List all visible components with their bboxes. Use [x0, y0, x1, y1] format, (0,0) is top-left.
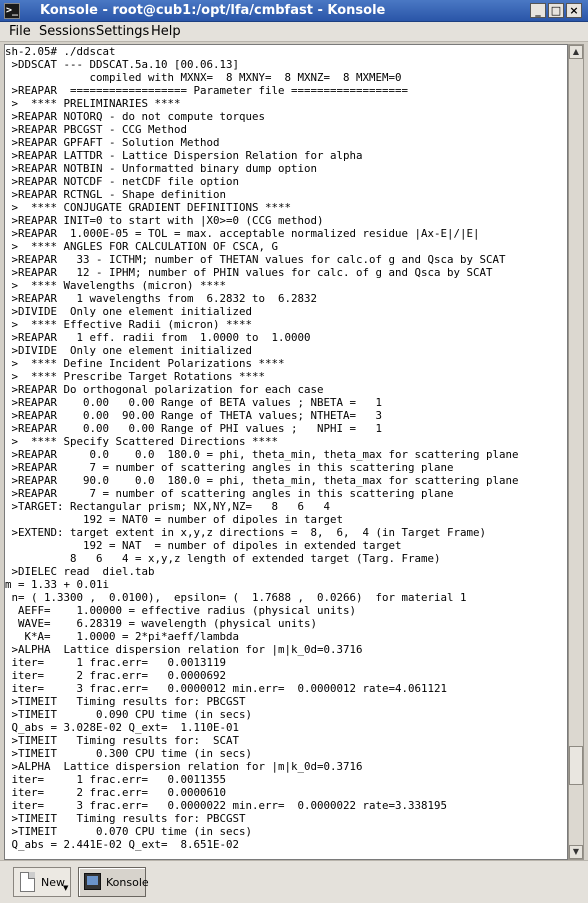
terminal-lines [5, 45, 567, 851]
terminal-line: > **** Effective Radii (micron) **** [5, 318, 253, 331]
terminal-line: iter= 1 frac.err= 0.0011355 [5, 773, 227, 786]
konsole-app-icon[interactable]: >_ [4, 3, 20, 19]
menu-bar [0, 22, 588, 42]
terminal-line: >REAPAR 0.00 90.00 Range of THETA values; NTHETA= 3 [5, 409, 383, 422]
terminal-line: n= ( 1.3300 , 0.0100), epsilon= ( 1.7688 , 0.0266) for material 1 [5, 591, 467, 604]
terminal-line: >TIMEIT Timing results for: PBCGST [5, 695, 246, 708]
terminal-line: >REAPAR 7 = number of scattering angles in this scattering plane [5, 487, 454, 500]
tab-label: Konsole [106, 876, 149, 889]
terminal-line: >ALPHA Lattice dispersion relation for |m|k_0d=0.3716 [5, 643, 363, 656]
terminal-line: >DIVIDE Only one element initialized [5, 305, 253, 318]
terminal-line: iter= 3 frac.err= 0.0000022 min.err= 0.0000022 rate=3.338195 [5, 799, 448, 812]
new-session-label: New [41, 876, 65, 889]
terminal-line: 192 = NAT = number of dipoles in extended target [5, 539, 402, 552]
new-document-icon [20, 872, 35, 892]
terminal-line: >REAPAR 0.00 0.00 Range of BETA values ; NBETA = 1 [5, 396, 383, 409]
terminal-line: >TIMEIT 0.300 CPU time (in secs) [5, 747, 253, 760]
terminal-line: > **** Wavelengths (micron) **** [5, 279, 227, 292]
terminal-line: iter= 1 frac.err= 0.0013119 [5, 656, 227, 669]
terminal-line: iter= 3 frac.err= 0.0000012 min.err= 0.0000012 rate=4.061121 [5, 682, 448, 695]
terminal-line: K*A= 1.0000 = 2*pi*aeff/lambda [5, 630, 240, 643]
terminal-line: >REAPAR PBCGST - CCG Method [5, 123, 188, 136]
terminal-line: > **** PRELIMINARIES **** [5, 97, 181, 110]
terminal-line: > **** ANGLES FOR CALCULATION OF CSCA, G [5, 240, 279, 253]
terminal-line: >DIELEC read diel.tab [5, 565, 155, 578]
terminal-line: >DDSCAT --- DDSCAT.5a.10 [00.06.13] [5, 58, 240, 71]
terminal-line: >TIMEIT 0.070 CPU time (in secs) [5, 825, 253, 838]
scroll-down-button[interactable]: ▼ [569, 845, 583, 859]
terminal-scrollbar[interactable] [568, 44, 584, 860]
terminal-line: >REAPAR INIT=0 to start with |X0>=0 (CCG method) [5, 214, 324, 227]
close-button[interactable]: × [566, 3, 582, 18]
terminal-icon [84, 873, 101, 890]
terminal-line: >TIMEIT Timing results for: PBCGST [5, 812, 246, 825]
window-title: Konsole - root@cub1:/opt/lfa/cmbfast - Konsole [40, 3, 386, 18]
terminal-line: m = 1.33 + 0.01i [5, 578, 110, 591]
terminal-line: >TIMEIT 0.090 CPU time (in secs) [5, 708, 253, 721]
terminal-line: >REAPAR NOTORQ - do not compute torques [5, 110, 266, 123]
terminal-line: >REAPAR ================== Parameter file ================== [5, 84, 409, 97]
minimize-button[interactable]: _ [530, 3, 546, 18]
terminal-line: > **** Specify Scattered Directions **** [5, 435, 279, 448]
terminal-line: AEFF= 1.00000 = effective radius (physical units) [5, 604, 357, 617]
terminal-line: iter= 2 frac.err= 0.0000692 [5, 669, 227, 682]
menu-settings[interactable]: Settings [96, 24, 150, 39]
terminal-line: >REAPAR LATTDR - Lattice Dispersion Relation for alpha [5, 149, 363, 162]
terminal-line: >REAPAR 7 = number of scattering angles in this scattering plane [5, 461, 454, 474]
terminal-line: >TARGET: Rectangular prism; NX,NY,NZ= 8 6 4 [5, 500, 331, 513]
tab-konsole[interactable] [78, 867, 149, 897]
terminal-output[interactable] [4, 44, 568, 860]
session-tab-bar [0, 860, 588, 903]
terminal-line: >REAPAR 33 - ICTHM; number of THETAN values for calc.of g and Qsca by SCAT [5, 253, 506, 266]
terminal-line: 8 6 4 = x,y,z length of extended target (Targ. Frame) [5, 552, 441, 565]
terminal-line: >REAPAR NOTBIN - Unformatted binary dump option [5, 162, 318, 175]
terminal-line: >DIVIDE Only one element initialized [5, 344, 253, 357]
new-session-button[interactable] [13, 867, 71, 897]
terminal-line: >TIMEIT Timing results for: SCAT [5, 734, 240, 747]
terminal-line: >ALPHA Lattice dispersion relation for |m|k_0d=0.3716 [5, 760, 363, 773]
menu-help[interactable]: Help [151, 24, 181, 39]
terminal-line: >REAPAR 1.000E-05 = TOL = max. acceptable normalized residue |Ax-E|/|E| [5, 227, 480, 240]
terminal-line: >REAPAR Do orthogonal polarization for each case [5, 383, 324, 396]
scroll-up-button[interactable]: ▲ [569, 45, 583, 59]
terminal-line: Q_abs = 2.441E-02 Q_ext= 8.651E-02 [5, 838, 240, 851]
terminal-line: >REAPAR 0.00 0.00 Range of PHI values ; NPHI = 1 [5, 422, 383, 435]
terminal-line: WAVE= 6.28319 = wavelength (physical units) [5, 617, 318, 630]
menu-file[interactable]: File [9, 24, 31, 39]
terminal-line: > **** Prescribe Target Rotations **** [5, 370, 266, 383]
terminal-line: Q_abs = 3.028E-02 Q_ext= 1.110E-01 [5, 721, 240, 734]
terminal-line: >REAPAR 90.0 0.0 180.0 = phi, theta_min, theta_max for scattering plane [5, 474, 519, 487]
chevron-down-icon[interactable]: ▼ [63, 884, 69, 892]
terminal-line: >REAPAR 1 wavelengths from 6.2832 to 6.2832 [5, 292, 318, 305]
terminal-line: > **** CONJUGATE GRADIENT DEFINITIONS **** [5, 201, 292, 214]
terminal-line: iter= 2 frac.err= 0.0000610 [5, 786, 227, 799]
menu-sessions[interactable]: Sessions [39, 24, 96, 39]
terminal-line: >REAPAR GPFAFT - Solution Method [5, 136, 220, 149]
window-title-bar[interactable] [0, 0, 588, 22]
terminal-line: >EXTEND: target extent in x,y,z directions = 8, 6, 4 (in Target Frame) [5, 526, 487, 539]
terminal-line: 192 = NAT0 = number of dipoles in target [5, 513, 344, 526]
terminal-line: >REAPAR 12 - IPHM; number of PHIN values for calc. of g and Qsca by SCAT [5, 266, 493, 279]
terminal-line: >REAPAR 1 eff. radii from 1.0000 to 1.0000 [5, 331, 311, 344]
terminal-line: sh-2.05# ./ddscat [5, 45, 116, 58]
terminal-line: > **** Define Incident Polarizations **** [5, 357, 285, 370]
terminal-line: >REAPAR NOTCDF - netCDF file option [5, 175, 240, 188]
maximize-button[interactable]: □ [548, 3, 564, 18]
terminal-line: >REAPAR 0.0 0.0 180.0 = phi, theta_min, theta_max for scattering plane [5, 448, 519, 461]
scrollbar-thumb[interactable] [569, 746, 583, 785]
terminal-line: >REAPAR RCTNGL - Shape definition [5, 188, 227, 201]
terminal-line: compiled with MXNX= 8 MXNY= 8 MXNZ= 8 MXMEM=0 [5, 71, 402, 84]
